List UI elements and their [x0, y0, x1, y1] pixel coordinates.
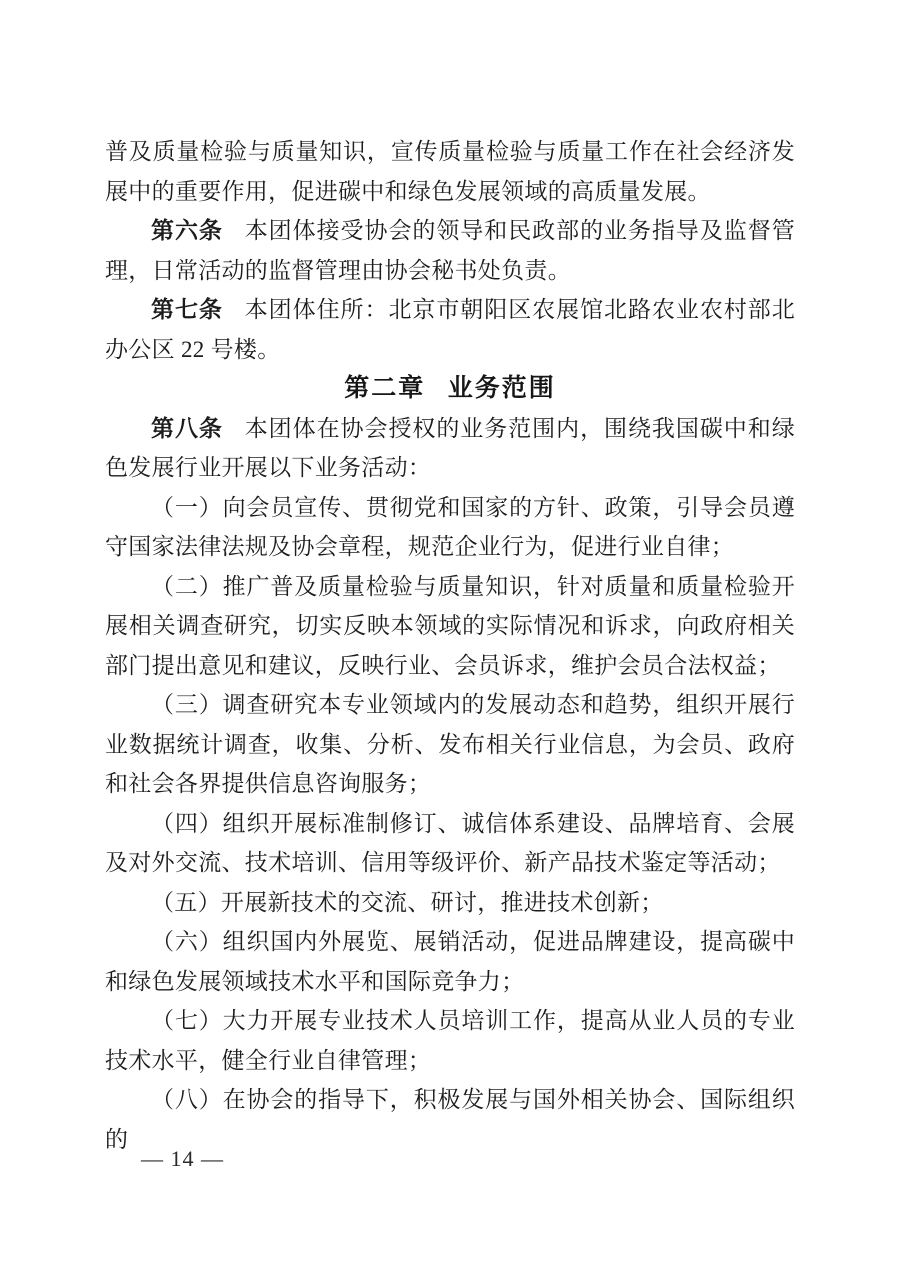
article-8-text: 本团体在协会授权的业务范围内，围绕我国碳中和绿色发展行业开展以下业务活动：: [105, 415, 796, 480]
article-6-paragraph: [105, 211, 795, 290]
list-item-3: （三）调查研究本专业领域内的发展动态和趋势，组织开展行业数据统计调查，收集、分析、发布相关行业信息，为会员、政府和社会各界提供信息咨询服务；: [105, 692, 795, 796]
list-item-7: （七）大力开展专业技术人员培训工作，提高从业人员的专业技术水平，健全行业自律管理；: [105, 1008, 795, 1073]
list-item-5: （五）开展新技术的交流、研讨，推进技术创新；: [151, 889, 664, 915]
article-8-label: 第八条: [151, 415, 223, 441]
article-7-paragraph: [105, 290, 795, 369]
chapter-heading: [105, 369, 795, 409]
list-item-2: （二）推广普及质量检验与质量知识，针对质量和质量检验开展相关调查研究，切实反映本领域的实际情况和诉求，向政府相关部门提出意见和建议，反映行业、会员诉求，维护会员合法权益；: [105, 573, 795, 678]
paragraph-continuation: 普及质量检验与质量知识，宣传质量检验与质量工作在社会经济发展中的重要作用，促进碳中和绿色发展领域的高质量发展。: [105, 139, 795, 204]
chapter-number: 第二章: [344, 374, 426, 402]
document-body: [105, 0, 795, 1159]
article-6-text: 本团体接受协会的领导和民政部的业务指导及监督管理，日常活动的监督管理由协会秘书处负责。: [105, 218, 796, 283]
article-8-paragraph: [105, 409, 795, 488]
list-item-6: （六）组织国内外展览、展销活动，促进品牌建设，提高碳中和绿色发展领域技术水平和国际竞争力；: [105, 929, 795, 994]
chapter-title: 业务范围: [447, 374, 556, 402]
list-item-1: （一）向会员宣传、贯彻党和国家的方针、政策，引导会员遵守国家法律法规及协会章程，规范企业行为，促进行业自律；: [105, 494, 795, 559]
article-7-label: 第七条: [151, 297, 223, 322]
page-number: — 14 —: [141, 1146, 224, 1171]
article-6-label: 第六条: [151, 218, 223, 243]
list-item-8: （八）在协会的指导下，积极发展与国外相关协会、国际组织的: [105, 1087, 795, 1152]
article-7-text: 本团体住所：北京市朝阳区农展馆北路农业农村部北办公区 22 号楼。: [105, 297, 796, 362]
list-item-4: （四）组织开展标准制修订、诚信体系建设、品牌培育、会展及对外交流、技术培训、信用等级评价、新产品技术鉴定等活动；: [105, 810, 795, 875]
